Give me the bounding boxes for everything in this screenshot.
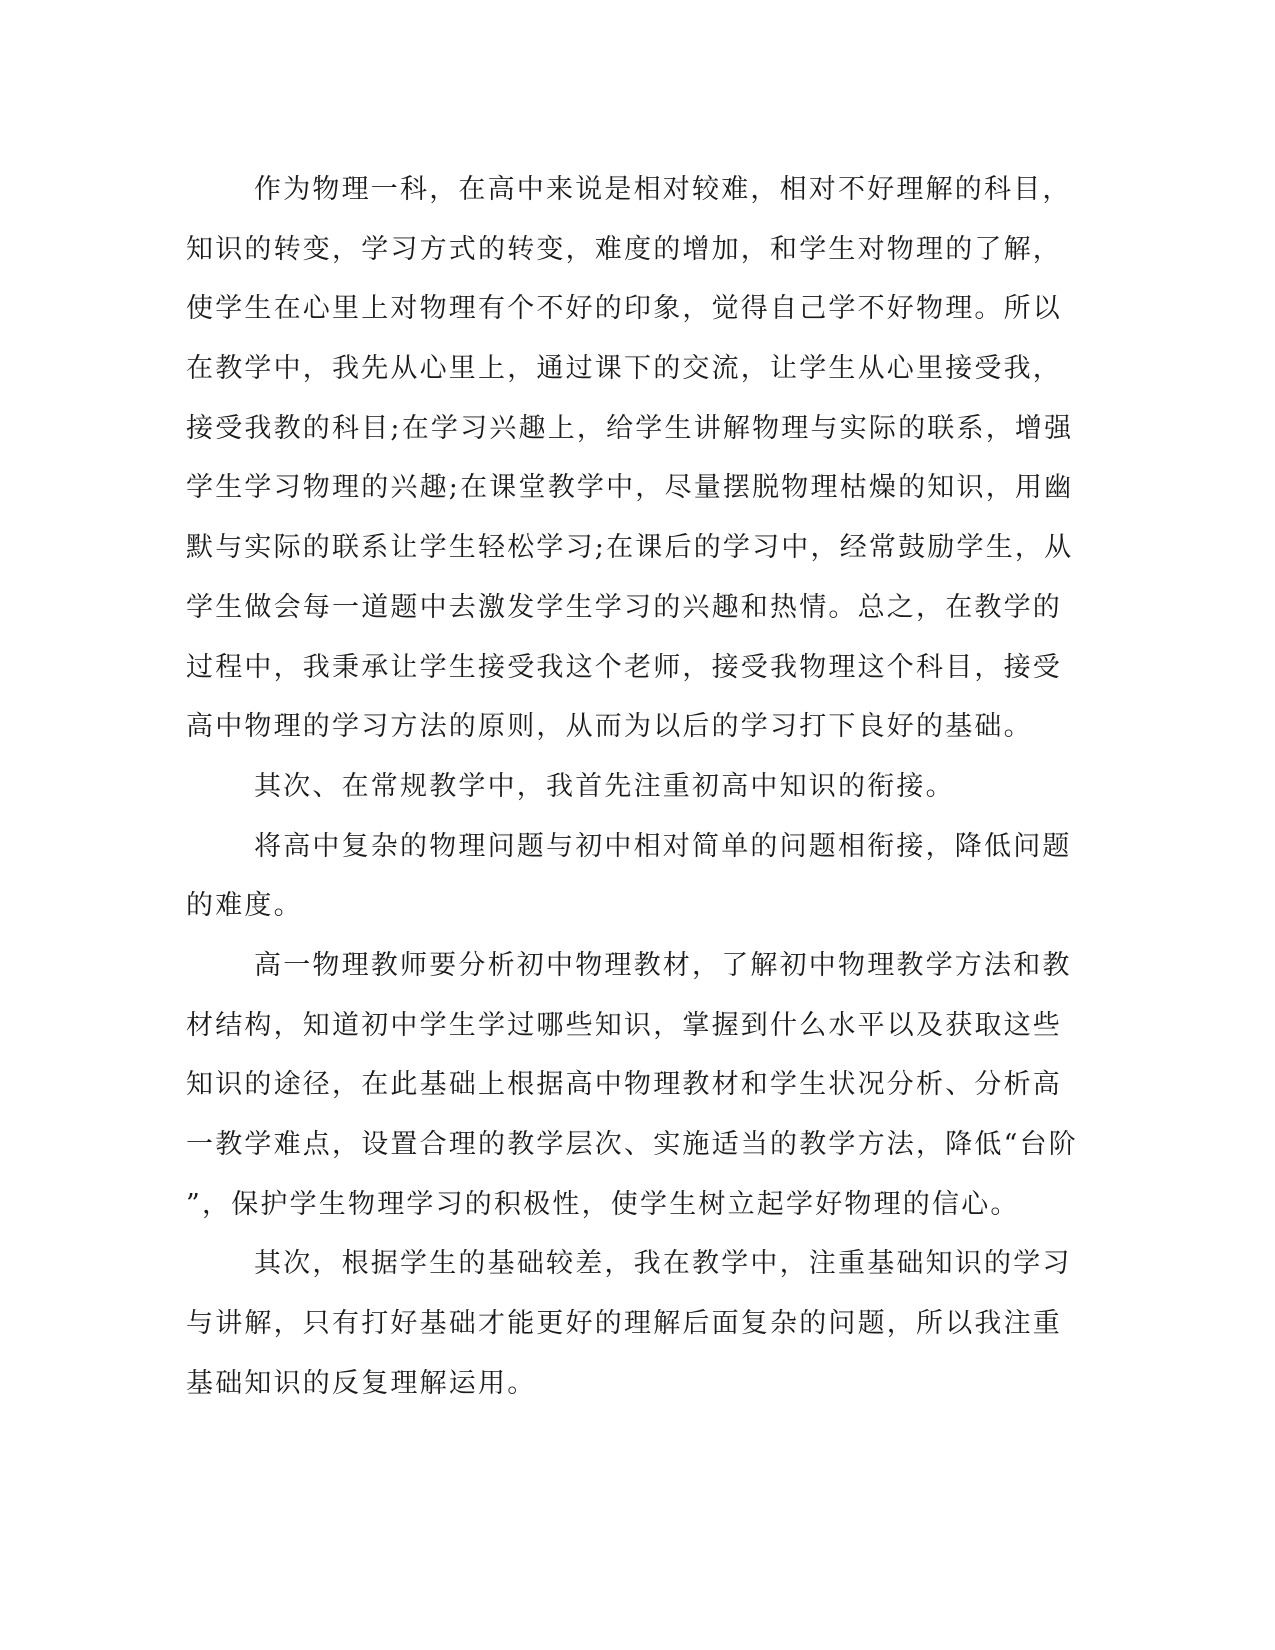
text-line: ”，保护学生物理学习的积极性，使学生树立起学好物理的信心。: [186, 1188, 1020, 1220]
text-line: 知识的转变，学习方式的转变，难度的增加，和学生对物理的了解，: [186, 233, 1062, 265]
text-line: 知识的途径，在此基础上根据高中物理教材和学生状况分析、分析高: [186, 1069, 1062, 1101]
text-line: 高一物理教师要分析初中物理教材，了解初中物理教学方法和教: [254, 949, 1072, 981]
text-line: 学生学习物理的兴趣;在课堂教学中，尽量摆脱物理枯燥的知识，用幽: [186, 472, 1074, 504]
text-line: 默与实际的联系让学生轻松学习;在课后的学习中，经常鼓励学生，从: [186, 532, 1074, 564]
text-line: 作为物理一科，在高中来说是相对较难，相对不好理解的科目，: [254, 174, 1072, 205]
paragraph-5: [186, 1234, 1072, 1413]
paragraph-2: [186, 757, 1046, 817]
text-line: 学生做会每一道题中去激发学生学习的兴趣和热情。总之，在教学的: [186, 591, 1062, 623]
text-line: 高中物理的学习方法的原则，从而为以后的学习打下良好的基础。: [186, 711, 1033, 743]
text-line: 过程中，我秉承让学生接受我这个老师，接受我物理这个科目，接受: [186, 651, 1062, 683]
text-line: 材结构，知道初中学生学过哪些知识，掌握到什么水平以及获取这些: [186, 1009, 1062, 1041]
text-line: 接受我教的科目;在学习兴趣上，给学生讲解物理与实际的联系，增强: [186, 412, 1074, 444]
document-body: [186, 160, 1079, 1413]
text-line: 其次，根据学生的基础较差，我在教学中，注重基础知识的学习: [254, 1248, 1072, 1280]
paragraph-1: [186, 160, 1074, 757]
paragraph-3: [186, 817, 1072, 936]
text-line: 将高中复杂的物理问题与初中相对简单的问题相衔接，降低问题: [254, 830, 1072, 862]
paragraph-4: [186, 936, 1079, 1234]
text-line: 其次、在常规教学中，我首先注重初高中知识的衔接。: [254, 770, 955, 802]
text-line: 基础知识的反复理解运用。: [186, 1367, 537, 1399]
text-line: 一教学难点，设置合理的教学层次、实施适当的教学方法，降低“台阶: [186, 1129, 1079, 1160]
text-line: 在教学中，我先从心里上，通过课下的交流，让学生从心里接受我，: [186, 353, 1062, 385]
text-line: 使学生在心里上对物理有个不好的印象，觉得自己学不好物理。所以: [186, 293, 1062, 325]
text-line: 与讲解，只有打好基础才能更好的理解后面复杂的问题，所以我注重: [186, 1308, 1062, 1340]
text-line: 的难度。: [186, 890, 303, 922]
